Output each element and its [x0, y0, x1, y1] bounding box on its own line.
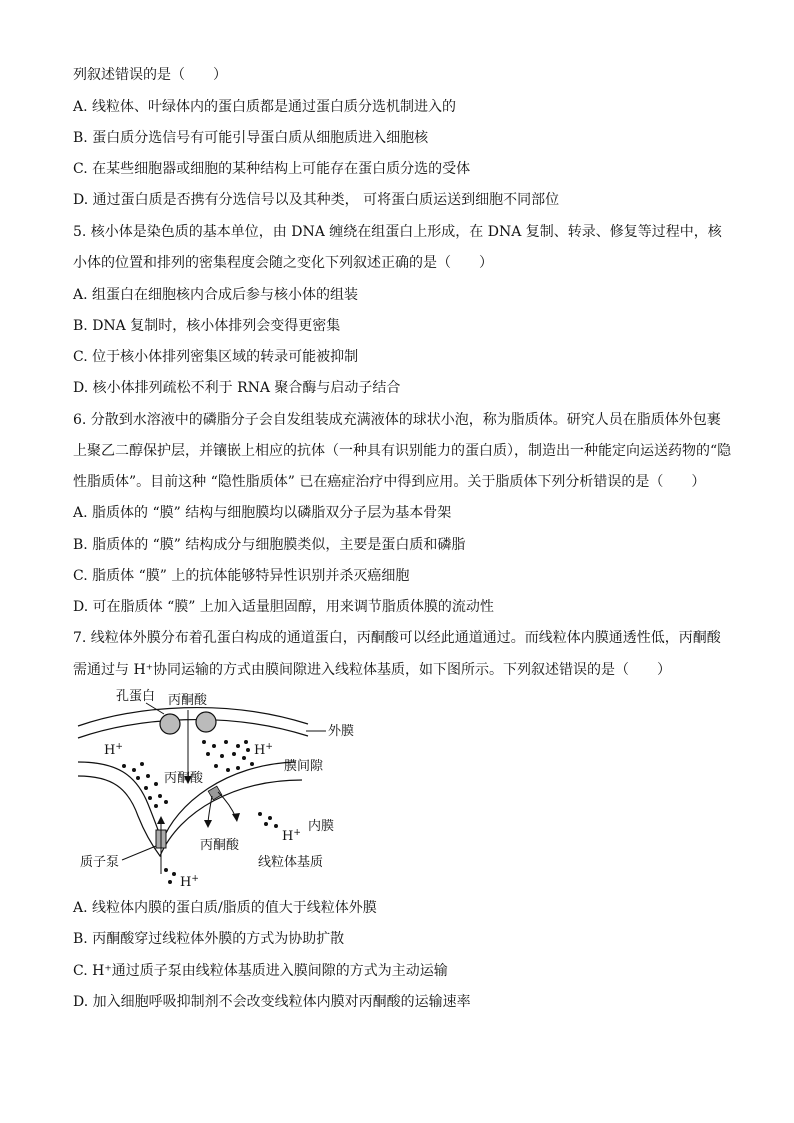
q6-option-a: A. 脂质体的 “膜” 结构与细胞膜均以磷脂双分子层为基本骨架	[73, 505, 452, 521]
outer-membrane-line-2	[78, 720, 308, 738]
q7-option-c: C. H⁺通过质子泵由线粒体基质进入膜间隙的方式为主动运输	[73, 963, 448, 979]
h-left-label: H+	[104, 742, 123, 758]
q7-stem-line2: 需通过与 H⁺协同运输的方式由膜间隙进入线粒体基质，如下图所示。下列叙述错误的是（ ）	[73, 662, 672, 678]
question-stem: 列叙述错误的是（ ）	[73, 67, 227, 83]
h-dots-inner	[258, 812, 278, 828]
option-d: D. 通过蛋白质是否携有分选信号以及其种类， 可将蛋白质运送到细胞不同部位	[73, 192, 560, 208]
h-dots-bottom	[164, 868, 176, 884]
q7-stem-line1: 7. 线粒体外膜分布着孔蛋白构成的通道蛋白，丙酮酸可以经此通道通过。而线粒体内膜通透性低，丙酮酸	[73, 630, 721, 646]
q5-option-d: D. 核小体排列疏松不利于 RNA 聚合酶与启动子结合	[73, 380, 401, 396]
inner-membrane-line-2	[78, 776, 302, 856]
h-inner-label: H+	[282, 828, 301, 844]
pyruvate-top-label: 丙酮酸	[168, 693, 208, 708]
q6-stem-line1: 6. 分散到水溶液中的磷脂分子会自发组装成充满液体的球状小泡，称为脂质体。研究人员在脂质体外包裹	[73, 412, 721, 428]
porin-1	[160, 714, 180, 734]
h-right-label: H+	[254, 742, 273, 758]
q5-option-a: A. 组蛋白在细胞核内合成后参与核小体的组装	[73, 287, 359, 303]
intermembrane-space-label: 膜间隙	[284, 759, 324, 774]
pyruvate-bottom-label: 丙酮酸	[200, 838, 240, 853]
h-bottom-label: H+	[180, 874, 199, 890]
porin-label: 孔蛋白	[116, 689, 156, 704]
h-dots-left	[122, 762, 168, 808]
q7-option-a: A. 线粒体内膜的蛋白质/脂质的值大于线粒体外膜	[73, 900, 377, 916]
inner-membrane-label: 内膜	[308, 819, 335, 834]
q5-stem-line2: 小体的位置和排列的密集程度会随之变化下列叙述正确的是（ ）	[73, 255, 493, 271]
q5-option-c: C. 位于核小体排列密集区域的转录可能被抑制	[73, 349, 359, 365]
q7-option-b: B. 丙酮酸穿过线粒体外膜的方式为协助扩散	[73, 931, 345, 947]
proton-pump-leader	[122, 846, 156, 860]
pyruvate-enter-arrow	[208, 796, 212, 824]
q6-option-b: B. 脂质体的 “膜” 结构成分与细胞膜类似，主要是蛋白质和磷脂	[73, 537, 466, 553]
pyruvate-enter-arrowhead	[204, 820, 212, 828]
q6-option-d: D. 可在脂质体 “膜” 上加入适量胆固醇，用来调节脂质体膜的流动性	[73, 599, 494, 615]
matrix-label: 线粒体基质	[258, 855, 324, 870]
h-dots-top	[202, 740, 254, 772]
outer-membrane-label: 外膜	[328, 724, 355, 739]
q6-stem-line3: 性脂质体”。目前这种 “隐性脂质体” 已在癌症治疗中得到应用。关于脂质体下列分析错误的是（ ）	[73, 474, 706, 490]
q6-stem-line2: 上聚乙二醇保护层，并镶嵌上相应的抗体（一种具有识别能力的蛋白质），制造出一种能定向运送药物的“隐	[73, 443, 732, 459]
proton-pump-arrowhead	[157, 816, 165, 824]
q7-option-d: D. 加入细胞呼吸抑制剂不会改变线粒体内膜对丙酮酸的运输速率	[73, 994, 471, 1010]
option-b: B. 蛋白质分选信号有可能引导蛋白质从细胞质进入细胞核	[73, 130, 429, 146]
proton-pump-label: 质子泵	[80, 855, 120, 870]
outer-membrane-line-1	[78, 708, 308, 726]
option-c: C. 在某些细胞器或细胞的某种结构上可能存在蛋白质分选的受体	[73, 161, 471, 177]
symport-arrowhead	[232, 813, 240, 822]
porin-2	[196, 712, 216, 732]
pyruvate-mid-label: 丙酮酸	[164, 771, 204, 786]
mitochondria-diagram	[76, 684, 376, 894]
option-a: A. 线粒体、叶绿体内的蛋白质都是通过蛋白质分选机制进入的	[73, 99, 457, 115]
q5-stem-line1: 5. 核小体是染色质的基本单位，由 DNA 缠绕在组蛋白上形成，在 DNA 复制、转录、修复等过程中，核	[73, 224, 722, 240]
q6-option-c: C. 脂质体 “膜” 上的抗体能够特异性识别并杀灭癌细胞	[73, 568, 410, 584]
q5-option-b: B. DNA 复制时，核小体排列会变得更密集	[73, 318, 341, 334]
